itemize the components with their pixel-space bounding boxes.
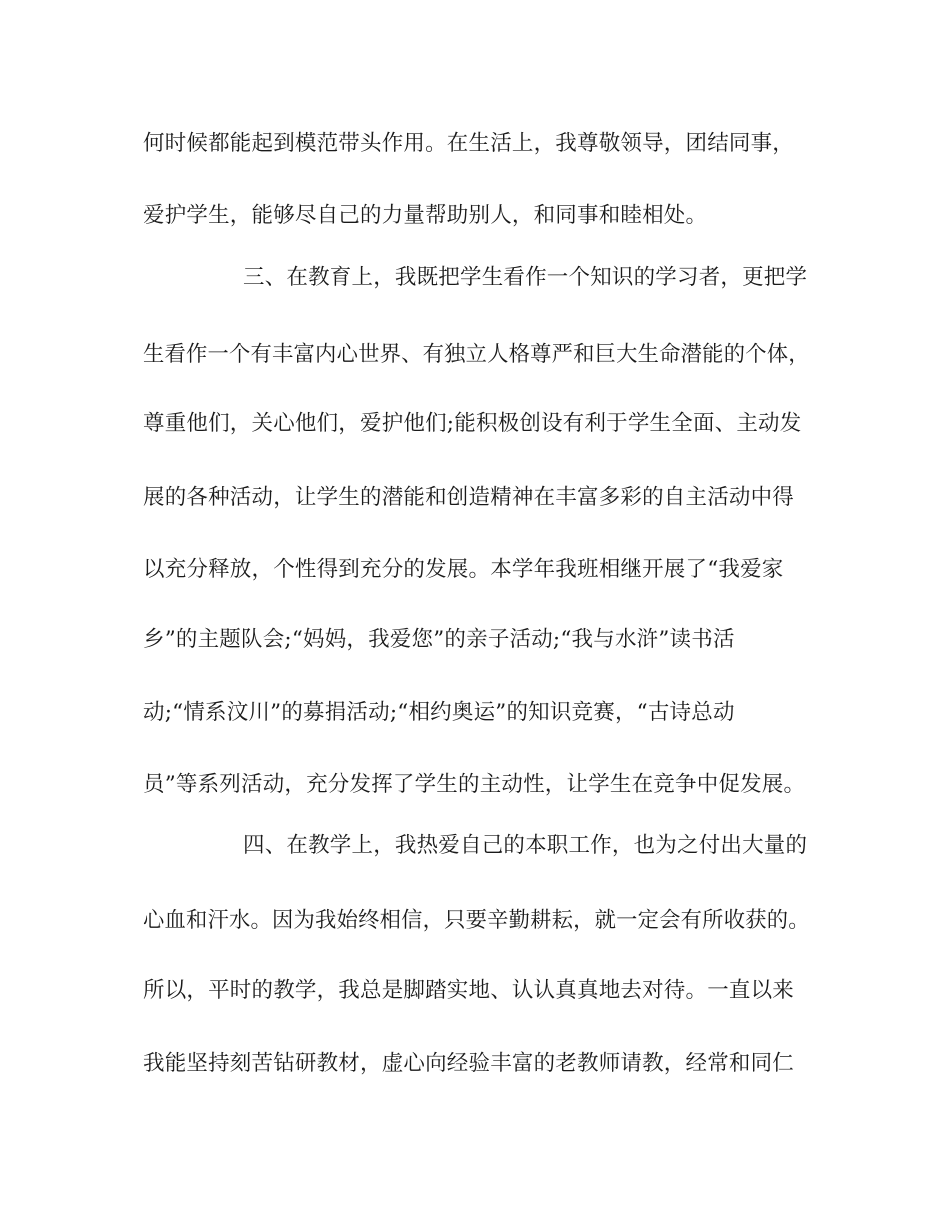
- text-line-1: 何时候都能起到模范带头作用。在生活上，我尊敬领导，团结同事，: [143, 131, 795, 156]
- text-line-2: 爱护学生，能够尽自己的力量帮助别人，和同事和睦相处。: [143, 203, 708, 228]
- text-line-5: 尊重他们，关心他们，爱护他们;能积极创设有利于学生全面、主动发: [143, 411, 802, 436]
- text-line-12: 心血和汗水。因为我始终相信，只要辛勤耕耘，就一定会有所收获的。: [143, 908, 810, 933]
- text-line-10: 员”等系列活动，充分发挥了学生的主动性，让学生在竞争中促发展。: [143, 772, 806, 797]
- text-line-13: 所以，平时的教学，我总是脚踏实地、认认真真地去对待。一直以来: [143, 978, 795, 1003]
- text-line-4: 生看作一个有丰富内心世界、有独立人格尊严和巨大生命潜能的个体，: [143, 342, 810, 367]
- text-line-3-paragraph-start: 三、在教育上，我既把学生看作一个知识的学习者，更把学: [243, 265, 808, 290]
- text-line-8: 乡”的主题队会;“妈妈，我爱您”的亲子活动;“我与水浒”读书活: [143, 627, 735, 652]
- text-line-7: 以充分释放，个性得到充分的发展。本学年我班相继开展了“我爱家: [143, 557, 784, 582]
- text-line-11-paragraph-start: 四、在教学上，我热爱自己的本职工作，也为之付出大量的: [243, 833, 808, 858]
- text-line-6: 展的各种活动，让学生的潜能和创造精神在丰富多彩的自主活动中得: [143, 485, 795, 510]
- text-line-14: 我能坚持刻苦钻研教材，虚心向经验丰富的老教师请教，经常和同仁: [143, 1051, 795, 1076]
- text-line-9: 动;“情系汶川”的募捐活动;“相约奥运”的知识竞赛，“古诗总动: [143, 700, 735, 725]
